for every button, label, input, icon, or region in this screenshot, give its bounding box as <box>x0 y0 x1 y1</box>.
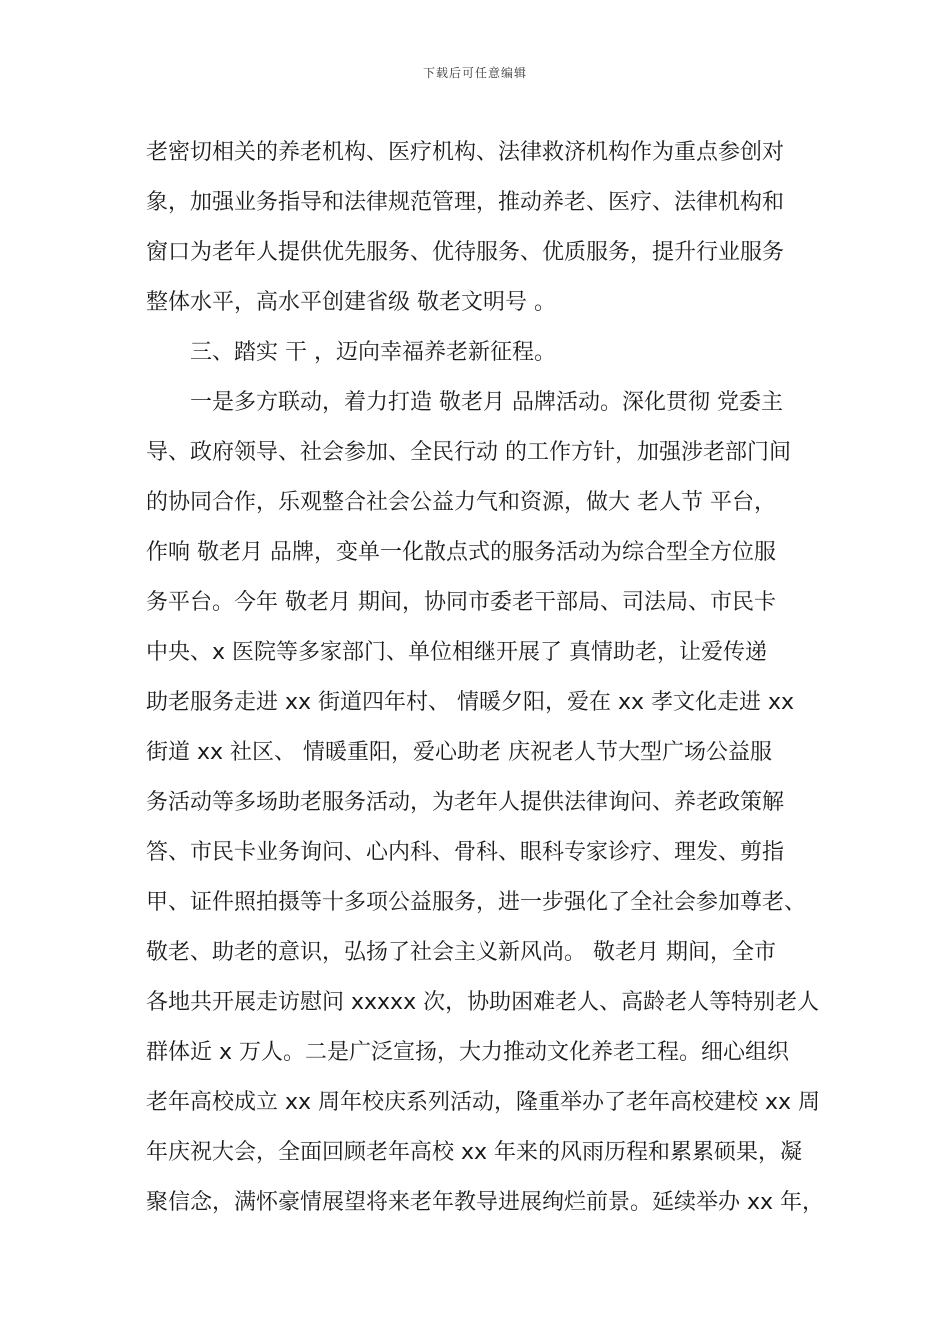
text-line: 务活动等多场助老服务活动，为老年人提供法律询问、养老政策解 <box>146 790 785 815</box>
text-line: 导、政府领导、社会参加、全民行动 的工作方针，加强涉老部门间 <box>146 440 791 465</box>
text-line: 窗口为老年人提供优先服务、优待服务、优质服务，提升行业服务 <box>146 240 785 265</box>
text-line: 各地共开展走访慰问 xxxxx 次，协助困难老人、高龄老人等特别老人 <box>146 990 820 1015</box>
text-line: 的协同合作，乐观整合社会公益力气和资源，做大 老人节 平台， <box>146 490 776 515</box>
text-line: 聚信念，满怀豪情展望将来老年教导进展绚烂前景。延续举办 xx 年， <box>146 1190 825 1215</box>
text-line: 老年高校成立 xx 周年校庆系列活动，隆重举办了老年高校建校 xx 周 <box>146 1090 821 1115</box>
text-line: 整体水平，高水平创建省级 敬老文明号 。 <box>146 290 556 315</box>
page-header: 下载后可任意编辑 <box>422 66 527 80</box>
text-line: 中央、x 医院等多家部门、单位相继开展了 真情助老，让爱传递 <box>146 640 768 665</box>
text-line: 一是多方联动，着力打造 敬老月 品牌活动。深化贯彻 党委主 <box>190 390 783 415</box>
text-line: 助老服务走进 xx 街道四年村、 情暖夕阳，爱在 xx 孝文化走进 xx <box>146 690 795 715</box>
text-line: 务平台。今年 敬老月 期间，协同市委老干部局、司法局、市民卡 <box>146 590 776 615</box>
text-line: 作响 敬老月 品牌，变单一化散点式的服务活动为综合型全方位服 <box>146 540 776 565</box>
text-line: 敬老、助老的意识，弘扬了社会主义新风尚。 敬老月 期间，全市 <box>146 940 776 965</box>
section-heading: 三、踏实 干 ，迈向幸福养老新征程。 <box>190 340 556 365</box>
text-line: 象，加强业务指导和法律规范管理，推动养老、医疗、法律机构和 <box>146 190 785 215</box>
text-line: 甲、证件照拍摄等十多项公益服务，进一步强化了全社会参加尊老、 <box>146 890 807 915</box>
text-line: 答、市民卡业务询问、心内科、骨科、眼科专家诊疗、理发、剪指 <box>146 840 785 865</box>
text-line: 年庆祝大会，全面回顾老年高校 xx 年来的风雨历程和累累硕果，凝 <box>146 1140 803 1165</box>
document-body <box>146 128 846 1228</box>
text-line: 群体近 x 万人。二是广泛宣扬，大力推动文化养老工程。细心组织 <box>146 1040 790 1065</box>
text-line: 街道 xx 社区、 情暖重阳，爱心助老 庆祝老人节大型广场公益服 <box>146 740 773 765</box>
text-line: 老密切相关的养老机构、医疗机构、法律救济机构作为重点参创对 <box>146 140 785 165</box>
